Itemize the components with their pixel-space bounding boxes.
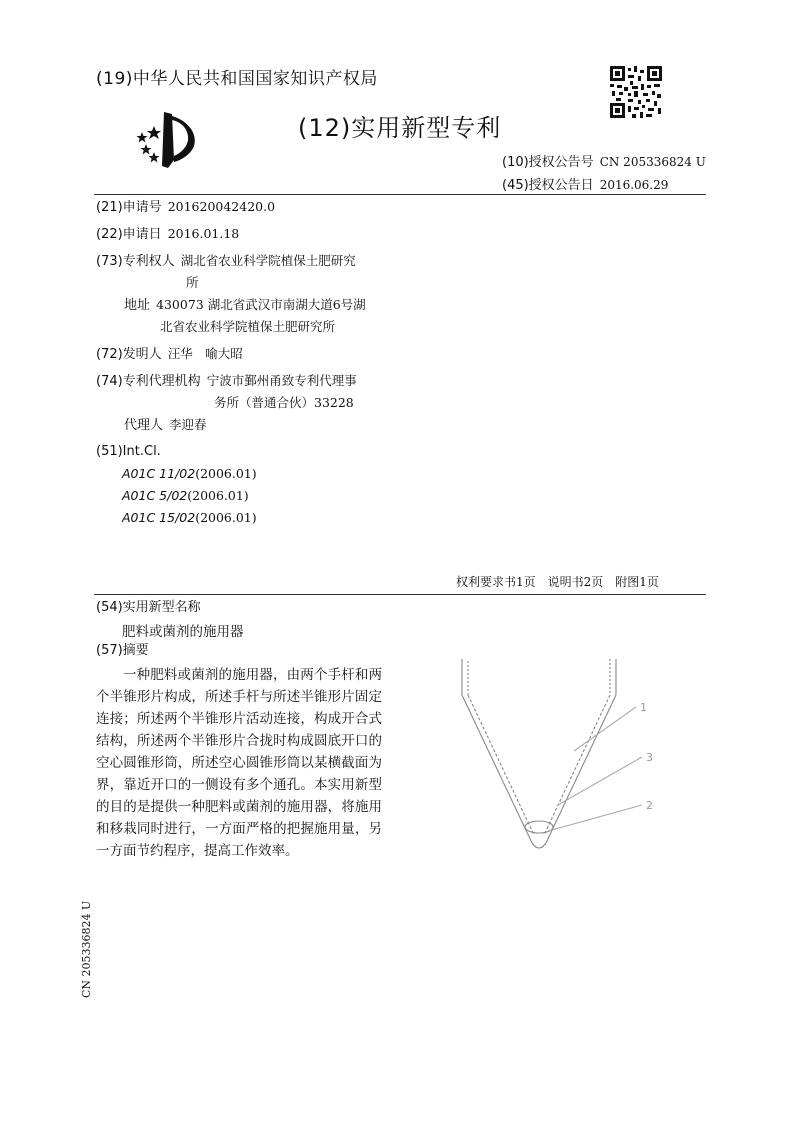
ipc-label-field — [96, 441, 161, 463]
cone-right-outer — [546, 695, 616, 843]
address-field — [124, 294, 366, 317]
title-label: (54)实用新型名称 — [96, 600, 201, 615]
inventor-field — [96, 343, 243, 366]
publication-date: 2016.06.29 — [599, 178, 669, 192]
side-publication-code: CN 205336824 U — [80, 900, 93, 998]
agent-field — [124, 414, 207, 437]
leader-line-3 — [558, 757, 642, 805]
agent-name: 李迎春 — [169, 417, 207, 432]
ipc-entry — [122, 466, 257, 481]
patentee-field — [96, 250, 356, 273]
patentee-line2: 所 — [186, 275, 199, 290]
patentee-line1: 湖北省农业科学院植保土肥研究 — [180, 253, 356, 268]
cone-left-outer — [462, 695, 532, 843]
ipc-version: (2006.01) — [195, 510, 257, 525]
cnipa-emblem-icon — [134, 112, 204, 170]
ipc-code: A01C 15/02 — [122, 510, 196, 525]
inventors: 汪华 喻大昭 — [167, 346, 243, 361]
publication-number-row — [502, 151, 706, 170]
abstract-text: 一种肥料或菌剂的施用器，由两个手杆和两个半锥形片构成，所述手杆与所述半锥形片固定连接；所述两个半锥形片活动连接，构成开合式结构，所述两个半锥形片合拢时构成圆底开口的空心圆锥形筒，所述空心圆锥形筒以某横截面为界，靠近开口的一侧设有多个通孔。本实用新型的目的是提供一种肥料或菌剂的施用器，将施用和移栽同时进行，一方面严格的把握施用量，另一方面节约程序，提高工作效率。 — [96, 667, 382, 859]
claims-pages: 权利要求书1页 — [456, 575, 536, 589]
ipc-label: (51)Int.Cl. — [96, 444, 161, 459]
application-date: 2016.01.18 — [167, 226, 240, 241]
agency-line2: 务所（普通合伙）33228 — [214, 395, 354, 410]
agency-label: (74)专利代理机构 — [96, 374, 201, 389]
application-date-field — [96, 223, 239, 246]
abstract-label: (57)摘要 — [96, 643, 149, 658]
patent-office-name: (19)中华人民共和国国家知识产权局 — [96, 69, 378, 89]
address-line1: 430073 湖北省武汉市南湖大道6号湖 — [156, 297, 366, 312]
address-continued — [160, 316, 335, 339]
ipc-version: (2006.01) — [187, 488, 249, 503]
cone-left-inner — [468, 695, 534, 835]
header-divider — [94, 194, 706, 195]
part-label-3: 3 — [646, 751, 653, 764]
agency-continued — [214, 392, 354, 415]
utility-model-title: 肥料或菌剂的施用器 — [122, 624, 244, 640]
patentee-continued — [186, 272, 199, 295]
application-number-label: (21)申请号 — [96, 200, 162, 215]
agency-line1: 宁波市鄞州甬致专利代理事 — [206, 373, 357, 388]
document-type-title: (12)实用新型专利 — [298, 114, 502, 142]
address-line2: 北省农业科学院植保土肥研究所 — [160, 319, 336, 334]
qr-code-icon — [610, 66, 662, 118]
ipc-entry — [122, 488, 249, 503]
address-label: 地址 — [124, 298, 151, 313]
part-label-1: 1 — [640, 701, 647, 714]
applicator-drawing — [450, 655, 670, 875]
publication-number: CN 205336824 U — [599, 155, 706, 169]
patentee-label: (73)专利权人 — [96, 254, 175, 269]
page-count-row — [456, 573, 671, 590]
application-date-label: (22)申请日 — [96, 227, 162, 242]
publication-date-row — [502, 174, 668, 193]
publication-number-label: (10)授权公告号 — [502, 155, 594, 170]
drawing-pages: 附图1页 — [615, 575, 659, 589]
ipc-code: A01C 11/02 — [122, 466, 196, 481]
ipc-code: A01C 5/02 — [122, 488, 188, 503]
description-pages: 说明书2页 — [547, 575, 604, 589]
application-number-field — [96, 196, 275, 219]
agent-label: 代理人 — [124, 418, 164, 433]
agency-field — [96, 370, 357, 393]
inventor-label: (72)发明人 — [96, 347, 162, 362]
application-number: 201620042420.0 — [167, 199, 276, 214]
section-divider — [94, 594, 706, 595]
cone-right-inner — [544, 695, 610, 835]
cone-bottom — [532, 843, 546, 848]
part-label-2: 2 — [646, 799, 653, 812]
leader-line-1 — [574, 707, 636, 751]
ipc-entry — [122, 510, 257, 525]
publication-date-label: (45)授权公告日 — [502, 178, 594, 193]
ipc-version: (2006.01) — [195, 466, 257, 481]
